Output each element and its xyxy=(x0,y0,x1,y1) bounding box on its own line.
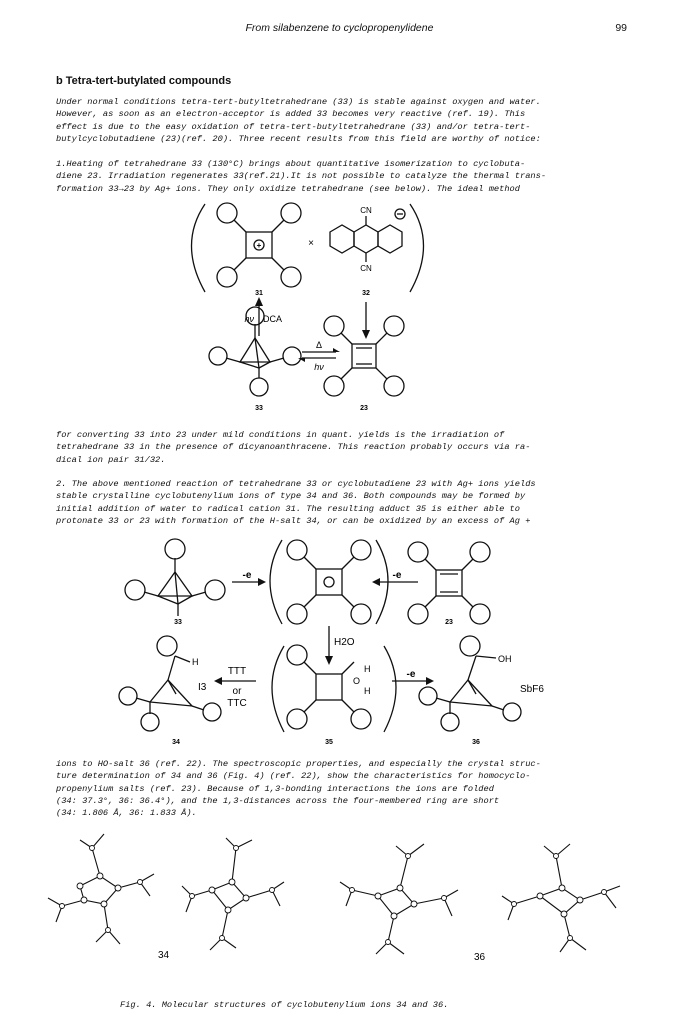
figure-caption: Fig. 4. Molecular structures of cyclobutenylium ions 34 and 36. xyxy=(120,1000,449,1010)
iodide-label: I3 xyxy=(198,682,207,693)
paragraph-conversion xyxy=(56,429,628,466)
or-label: or xyxy=(232,686,242,697)
running-header xyxy=(0,22,679,38)
ttc-label: TTC xyxy=(227,698,247,709)
hv-label-2: hν xyxy=(314,362,324,372)
compound-label-35: 35 xyxy=(325,739,333,746)
compound-label-33: 33 xyxy=(255,405,263,412)
text-line: for converting 33 into 23 under mild conditions in quant. yields is the irradiation of xyxy=(56,430,505,440)
section-heading: b Tetra-tert-butylated compounds xyxy=(56,75,232,87)
reaction-scheme-2 xyxy=(0,534,679,756)
text-line: tetrahedrane 33 in the presence of dicyanoanthracene. This reaction probably occurs via ra- xyxy=(56,442,531,453)
cn-top: CN xyxy=(360,206,372,215)
paragraph-heating xyxy=(56,158,628,195)
text-line: (34: 37.3°, 36: 36.4°), and the 1,3-distances across the four-membered ring are short xyxy=(56,795,500,806)
text-line: propenylium salts (ref. 23). Because of 1,3-bonding interactions the ions are folded xyxy=(56,783,494,794)
oxygen-label-35: O xyxy=(353,676,361,686)
text-line: dical ion pair 31/32. xyxy=(56,454,166,465)
text-line: 2. The above mentioned reaction of tetrahedrane 33 or cyclobutadiene 23 with Ag+ ions yields xyxy=(56,479,536,489)
text-line: ture determination of 34 and 36 (Fig. 4) (ref. 22), show the characteristics for homocyclo- xyxy=(56,771,531,782)
ttt-label: TTT xyxy=(227,666,247,677)
compound-label-33: 33 xyxy=(174,619,182,626)
compound-label-31: 31 xyxy=(255,290,263,297)
dca-label: DCA xyxy=(263,314,283,324)
text-line: protonate 33 or 23 with formation of the H-salt 34, or can be oxidized by an excess of Ag + xyxy=(56,515,531,526)
text-line: stable crystalline cyclobutenylium ions of type 34 and 36. Both compounds may be formed by xyxy=(56,491,526,502)
text-line: (34: 1.806 Å, 36: 1.833 Å). xyxy=(56,808,197,819)
page-number: 99 xyxy=(615,22,627,34)
compound-label-32: 32 xyxy=(362,290,370,297)
reaction-scheme-1 xyxy=(0,196,679,416)
electron-loss-1: -e xyxy=(242,570,252,581)
text-line: formation 33→23 by Ag+ ions. They only oxidize tetrahedrane (see below). The ideal method xyxy=(56,183,520,194)
text-line: Under normal conditions tetra-tert-butyltetrahedrane (33) is stable against oxygen and water. xyxy=(56,97,541,107)
figure-4-crystal-structures xyxy=(0,826,679,996)
delta-label: Δ xyxy=(315,340,323,350)
hexafluoroantimonate-label: SbF6 xyxy=(520,684,544,695)
hydroxyl-label-36: OH xyxy=(498,654,512,664)
text-line: effect is due to the easy oxidation of tetra-tert-butyltetrahedrane (33) and/or tetra-tert- xyxy=(56,121,531,132)
text-line: 1.Heating of tetrahedrane 33 (130°C) brings about quantitative isomerization to cyclobuta- xyxy=(56,159,526,169)
paragraph-intro xyxy=(56,96,628,145)
compound-label-23: 23 xyxy=(360,405,368,412)
text-line: diene 23. Irradiation regenerates 33(ref.21).It is not possible to catalyze the thermal trans- xyxy=(56,171,547,182)
figure-label-34: 34 xyxy=(158,950,170,961)
running-title: From silabenzene to cyclopropenylidene xyxy=(245,22,434,34)
hydrogen-label-35a: H xyxy=(364,664,371,674)
text-line: However, as soon as an electron-acceptor is added 33 becomes very reactive (ref. 19). This xyxy=(56,109,526,120)
text-line: butylcyclobutadiene (23)(ref. 20). Three recent results from this field are worthy of notice: xyxy=(56,133,541,144)
water-label: H2O xyxy=(334,637,355,648)
compound-label-36: 36 xyxy=(472,739,480,746)
plus-symbol: + xyxy=(256,241,262,250)
text-line: initial addition of water to radical cation 31. The resulting adduct 35 is either able to xyxy=(56,503,520,514)
paragraph-results xyxy=(56,758,628,819)
compound-label-23: 23 xyxy=(445,619,453,626)
figure-label-36: 36 xyxy=(474,952,486,963)
paragraph-reaction xyxy=(56,478,628,527)
hydrogen-label-35b: H xyxy=(364,686,371,696)
cn-bottom: CN xyxy=(360,264,372,273)
hydrogen-label-34: H xyxy=(192,657,199,667)
times-sign: × xyxy=(308,238,314,249)
electron-loss-2: -e xyxy=(392,570,402,581)
hv-label: hν xyxy=(244,314,254,324)
text-line: ions to HO-salt 36 (ref. 22). The spectroscopic properties, and especially the crystal struc- xyxy=(56,759,541,769)
electron-loss-3: -e xyxy=(406,669,416,680)
compound-label-34: 34 xyxy=(172,739,180,746)
